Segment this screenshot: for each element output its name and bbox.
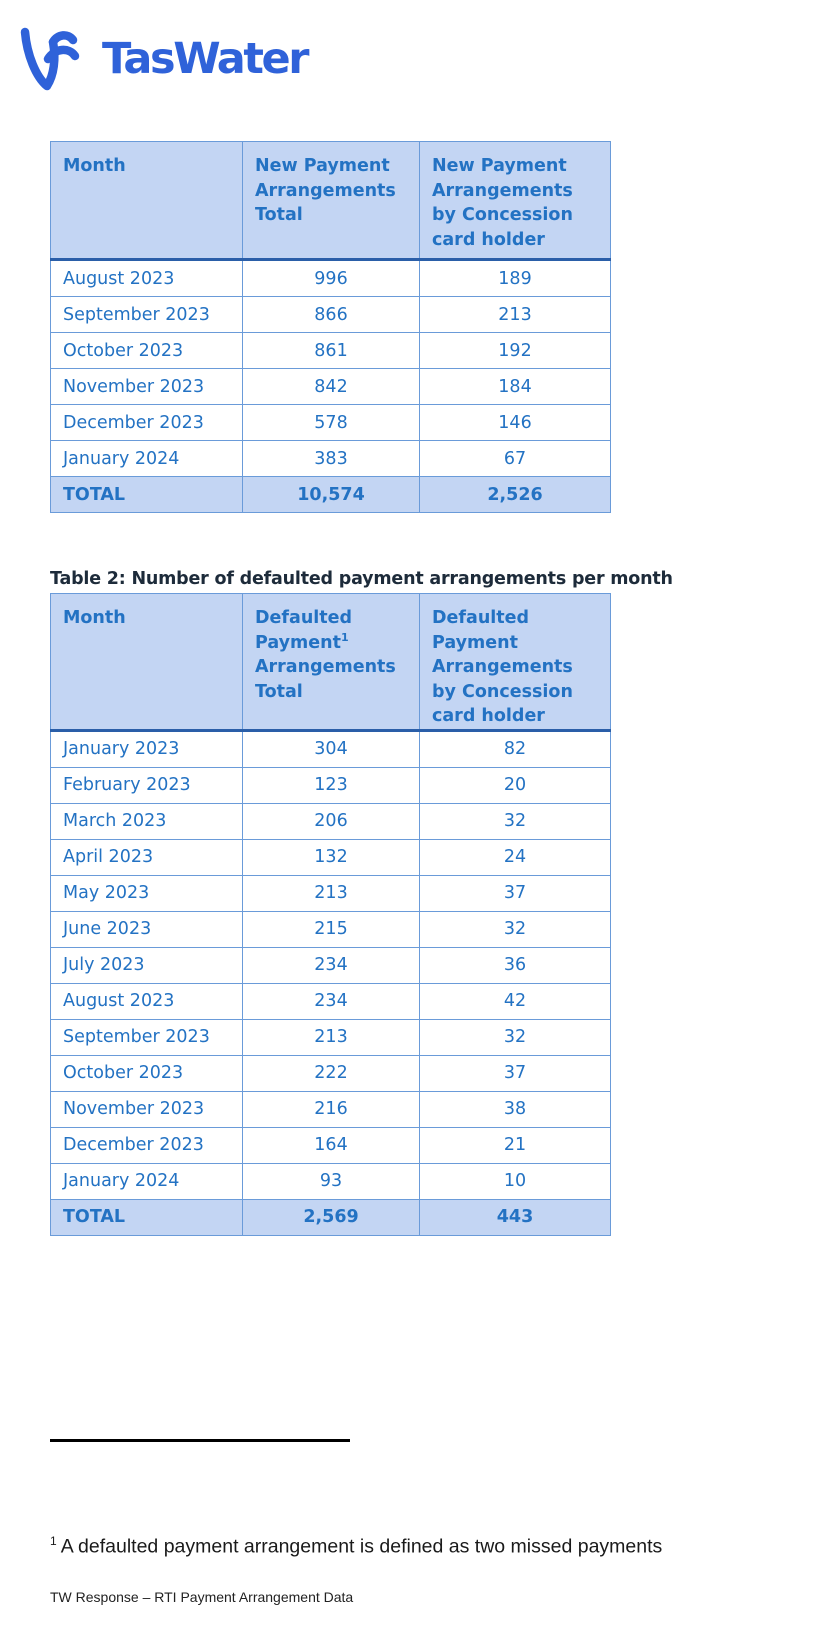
total-cell: 578 — [243, 405, 420, 441]
month-cell: February 2023 — [51, 767, 243, 803]
total-cell: 842 — [243, 369, 420, 405]
concession-cell: 213 — [420, 297, 611, 333]
concession-cell: 10 — [420, 1163, 611, 1199]
header-defaulted-concession: Defaulted Payment Arrangements by Concession card holder — [420, 594, 611, 731]
month-cell: April 2023 — [51, 839, 243, 875]
concession-cell: 146 — [420, 405, 611, 441]
month-cell: October 2023 — [51, 1055, 243, 1091]
table-header-row — [51, 594, 611, 731]
brand-name: TasWater — [102, 33, 308, 84]
concession-cell: 32 — [420, 1019, 611, 1055]
month-cell: October 2023 — [51, 333, 243, 369]
table-row — [51, 297, 611, 333]
table-row — [51, 1055, 611, 1091]
header-new-total: New Payment Arrangements Total — [243, 142, 420, 260]
month-cell: June 2023 — [51, 911, 243, 947]
table-row — [51, 911, 611, 947]
total-cell: 234 — [243, 983, 420, 1019]
total-cell: 132 — [243, 839, 420, 875]
month-cell: September 2023 — [51, 297, 243, 333]
concession-cell: 189 — [420, 260, 611, 297]
table-row — [51, 1091, 611, 1127]
total-cell: 304 — [243, 730, 420, 767]
month-cell: September 2023 — [51, 1019, 243, 1055]
table-total-row — [51, 477, 611, 513]
concession-cell: 21 — [420, 1127, 611, 1163]
table-row — [51, 839, 611, 875]
total-cell: 234 — [243, 947, 420, 983]
total-cell: 383 — [243, 441, 420, 477]
total-cell: 866 — [243, 297, 420, 333]
concession-cell: 37 — [420, 1055, 611, 1091]
table-row — [51, 983, 611, 1019]
concession-cell: 36 — [420, 947, 611, 983]
concession-cell: 37 — [420, 875, 611, 911]
concession-cell: 42 — [420, 983, 611, 1019]
total-cell: 861 — [243, 333, 420, 369]
taswater-logo — [20, 24, 307, 94]
total-cell: 222 — [243, 1055, 420, 1091]
footnote-separator — [50, 1439, 350, 1442]
footnote-marker: 1 — [50, 1534, 57, 1548]
defaulted-payment-arrangements-table — [50, 593, 611, 1236]
table-row — [51, 333, 611, 369]
month-cell: January 2023 — [51, 730, 243, 767]
month-cell: December 2023 — [51, 1127, 243, 1163]
total-cell: 2,569 — [243, 1199, 420, 1235]
header-defaulted-total-line2: Arrangements Total — [255, 657, 396, 702]
table-row — [51, 260, 611, 297]
total-cell: 10,574 — [243, 477, 420, 513]
concession-cell: 184 — [420, 369, 611, 405]
month-cell: July 2023 — [51, 947, 243, 983]
total-cell: 216 — [243, 1091, 420, 1127]
concession-cell: 2,526 — [420, 477, 611, 513]
table-total-row — [51, 1199, 611, 1235]
concession-cell: 67 — [420, 441, 611, 477]
footnote — [50, 1534, 662, 1559]
concession-cell: 192 — [420, 333, 611, 369]
footnote-text: A defaulted payment arrangement is defined as two missed payments — [60, 1535, 663, 1558]
header-month: Month — [51, 594, 243, 731]
table-row — [51, 369, 611, 405]
total-label: TOTAL — [51, 477, 243, 513]
table-row — [51, 767, 611, 803]
month-cell: January 2024 — [51, 441, 243, 477]
table-row — [51, 1127, 611, 1163]
month-cell: May 2023 — [51, 875, 243, 911]
footnote-ref: 1 — [340, 630, 349, 644]
total-cell: 213 — [243, 1019, 420, 1055]
total-cell: 996 — [243, 260, 420, 297]
header-new-concession: New Payment Arrangements by Concession card holder — [420, 142, 611, 260]
total-cell: 215 — [243, 911, 420, 947]
total-cell: 93 — [243, 1163, 420, 1199]
concession-cell: 443 — [420, 1199, 611, 1235]
table-row — [51, 803, 611, 839]
table-row — [51, 730, 611, 767]
month-cell: August 2023 — [51, 983, 243, 1019]
total-label: TOTAL — [51, 1199, 243, 1235]
table-header-row — [51, 142, 611, 260]
month-cell: November 2023 — [51, 1091, 243, 1127]
header-defaulted-total — [243, 594, 420, 731]
total-cell: 123 — [243, 767, 420, 803]
month-cell: November 2023 — [51, 369, 243, 405]
concession-cell: 32 — [420, 803, 611, 839]
taswater-wave-icon — [20, 25, 92, 93]
new-payment-arrangements-table — [50, 141, 611, 513]
header-defaulted-total-line1: Defaulted Payment — [255, 608, 353, 653]
header-month: Month — [51, 142, 243, 260]
table-row — [51, 441, 611, 477]
total-cell: 206 — [243, 803, 420, 839]
table-row — [51, 405, 611, 441]
page-footer: TW Response – RTI Payment Arrangement Data — [50, 1589, 354, 1605]
table-row — [51, 1163, 611, 1199]
concession-cell: 24 — [420, 839, 611, 875]
month-cell: January 2024 — [51, 1163, 243, 1199]
table-row — [51, 947, 611, 983]
total-cell: 164 — [243, 1127, 420, 1163]
total-cell: 213 — [243, 875, 420, 911]
month-cell: March 2023 — [51, 803, 243, 839]
concession-cell: 32 — [420, 911, 611, 947]
month-cell: December 2023 — [51, 405, 243, 441]
table2-caption: Table 2: Number of defaulted payment arrangements per month — [50, 569, 673, 589]
table-row — [51, 1019, 611, 1055]
concession-cell: 38 — [420, 1091, 611, 1127]
table-row — [51, 875, 611, 911]
concession-cell: 20 — [420, 767, 611, 803]
concession-cell: 82 — [420, 730, 611, 767]
month-cell: August 2023 — [51, 260, 243, 297]
